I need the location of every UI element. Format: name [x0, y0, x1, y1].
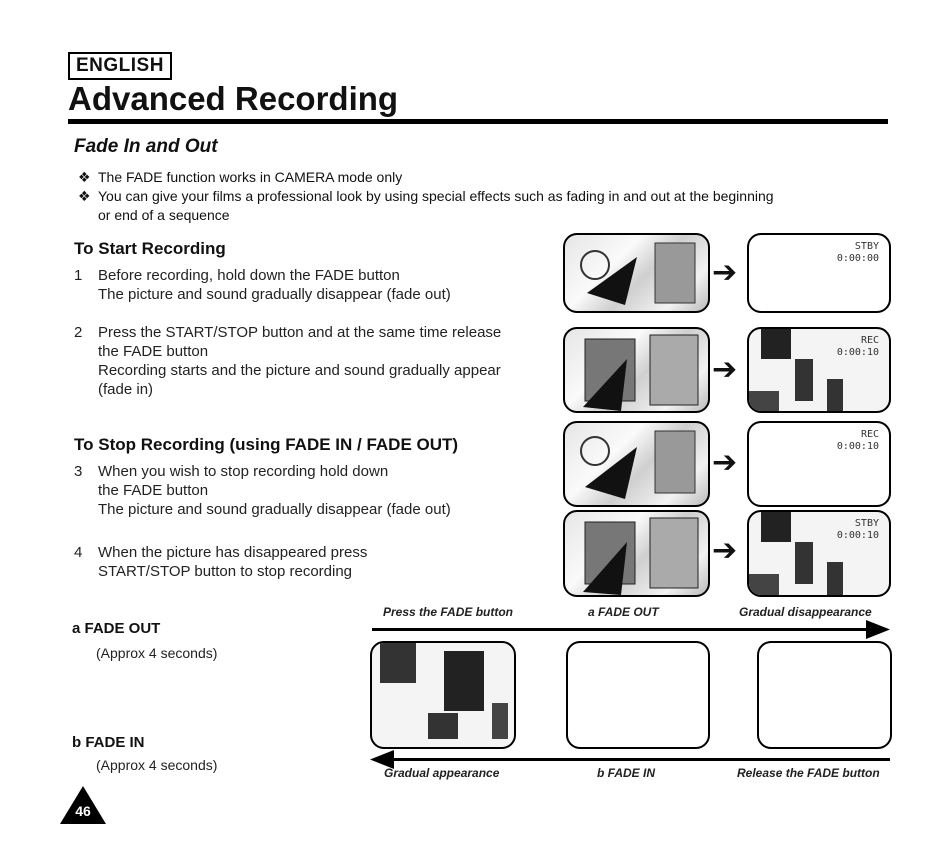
- timeline-caption: Press the FADE button: [383, 605, 514, 619]
- step-line: the FADE button: [98, 482, 209, 499]
- camcorder-illustration: [563, 510, 710, 597]
- scene-frame: [370, 641, 516, 749]
- bullet-text: The FADE function works in CAMERA mode only: [98, 169, 403, 185]
- timeline-caption: Gradual disappearance: [739, 605, 872, 619]
- step-number: 4: [74, 544, 83, 561]
- title-rule: [68, 119, 888, 124]
- camcorder-illustration: [563, 421, 710, 507]
- osd-timecode: 0:00:00: [836, 253, 879, 264]
- timeline-line: [390, 758, 890, 761]
- step-number: 2: [74, 324, 83, 341]
- finger-pressing-icon: [565, 512, 708, 595]
- arrow-right-icon: ➔: [712, 353, 738, 386]
- osd-status: STBY: [854, 518, 879, 529]
- fade-out-duration: (Approx 4 seconds): [96, 645, 218, 661]
- osd-status: REC: [860, 429, 879, 440]
- viewfinder-screen: [747, 421, 891, 507]
- step-line: When the picture has disappeared press: [98, 544, 368, 561]
- camcorder-illustration: [563, 327, 710, 413]
- finger-pressing-icon: [565, 235, 708, 311]
- step-line: Press the START/STOP button and at the same time release: [98, 324, 502, 341]
- blank-screen: [757, 641, 892, 749]
- page-title: Advanced Recording: [68, 80, 399, 117]
- viewfinder-screen: [747, 327, 891, 413]
- osd-timecode: 0:00:10: [836, 441, 879, 452]
- osd-status: STBY: [854, 241, 879, 252]
- timeline-caption: Release the FADE button: [737, 766, 880, 780]
- arrow-right-icon: [866, 620, 890, 639]
- bullet-text: You can give your films a professional look by using special effects such as fading in and out at the beginning: [98, 188, 774, 204]
- section-title: Fade In and Out: [74, 136, 218, 157]
- step-line: The picture and sound gradually disappear (fade out): [98, 286, 451, 303]
- step-line: (fade in): [98, 381, 154, 398]
- arrow-right-icon: ➔: [712, 534, 738, 567]
- fade-in-label: b FADE IN: [72, 734, 145, 751]
- step-line: the FADE button: [98, 343, 209, 360]
- timeline-caption: b FADE IN: [597, 766, 656, 780]
- arrow-right-icon: ➔: [712, 446, 738, 479]
- fade-out-label: a FADE OUT: [72, 620, 161, 637]
- timeline-caption: a FADE OUT: [588, 605, 659, 619]
- viewfinder-screen: [747, 233, 891, 313]
- start-recording-heading: To Start Recording: [74, 239, 226, 258]
- step-line: Before recording, hold down the FADE button: [98, 267, 400, 284]
- fading-screen: [566, 641, 710, 749]
- timeline-caption: Gradual appearance: [384, 766, 500, 780]
- stop-recording-heading: To Stop Recording (using FADE IN / FADE OUT): [74, 435, 459, 454]
- scene-image: [372, 643, 514, 747]
- arrow-right-icon: ➔: [712, 256, 738, 289]
- step-line: When you wish to stop recording hold down: [98, 463, 389, 480]
- osd-timecode: 0:00:10: [836, 530, 879, 541]
- camcorder-illustration: [563, 233, 710, 313]
- osd-timecode: 0:00:10: [836, 347, 879, 358]
- timeline-line: [372, 628, 872, 631]
- four-diamond-icon: ❖: [78, 188, 91, 204]
- step-number: 1: [74, 267, 83, 284]
- step-line: START/STOP button to stop recording: [98, 563, 353, 580]
- bullet-text-continued: or end of a sequence: [98, 207, 230, 223]
- fade-in-duration: (Approx 4 seconds): [96, 757, 218, 773]
- page-number-badge: [60, 786, 106, 824]
- step-line: Recording starts and the picture and sound gradually appear: [98, 362, 501, 379]
- step-number: 3: [74, 463, 83, 480]
- page-number: 46: [75, 803, 91, 819]
- step-line: The picture and sound gradually disappear (fade out): [98, 501, 451, 518]
- finger-pressing-icon: [565, 423, 708, 505]
- four-diamond-icon: ❖: [78, 169, 91, 185]
- language-tag: ENGLISH: [68, 52, 172, 80]
- viewfinder-screen: [747, 510, 891, 597]
- osd-status: REC: [860, 335, 879, 346]
- finger-pressing-icon: [565, 329, 708, 411]
